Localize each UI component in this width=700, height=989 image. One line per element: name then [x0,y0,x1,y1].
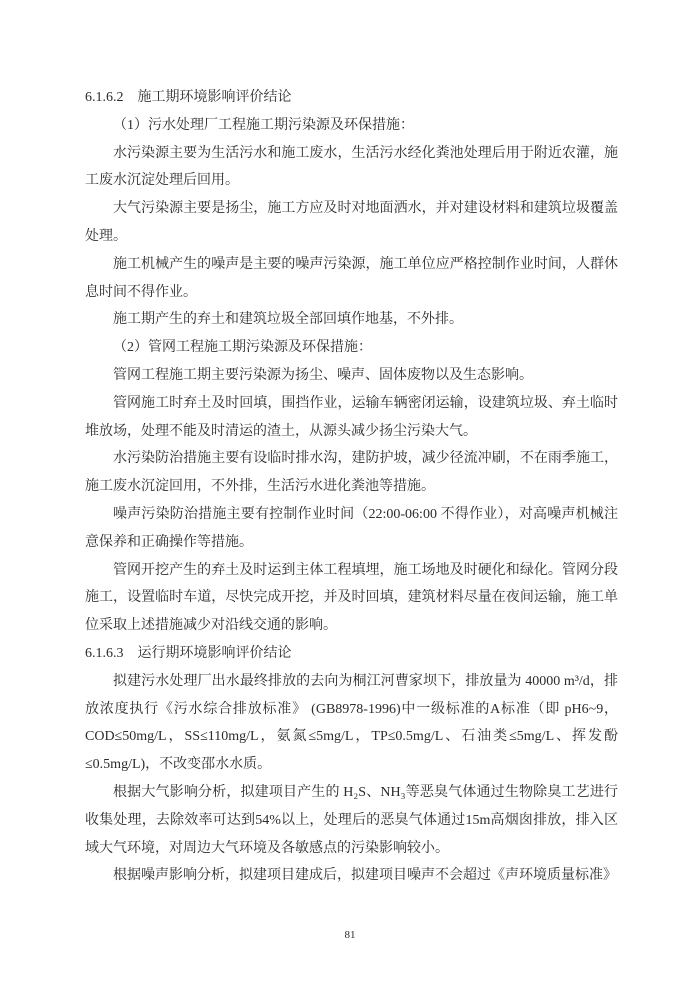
paragraph-discharge-standard: 拟建污水处理厂出水最终排放的去向为桐江河曹家坝下，排放量为 40000 m³/d，排放浓度执行《污水综合排放标准》 (GB8978-1996)中一级标准的A标准（即 pH6~9，COD≤50mg/L，SS≤110mg/L，氨氮≤5mg/L，TP≤0.5mg/L、石油类≤5mg/L、挥发酚≤0.5mg/L)，不改变邵水水质。 [85,673,618,773]
list-item-2: （2）管网工程施工期污染源及环保措施： [113,340,372,356]
paragraph-water-control-measures: 水污染防治措施主要有设临时排水沟，建防护坡，减少径流冲刷，不在雨季施工，施工废水沉淀回用，不外排，生活污水进化粪池等措施。 [85,451,618,495]
list-item-1: （1）污水处理厂工程施工期污染源及环保措施： [113,117,414,133]
paragraph-noise-control-measures: 噪声污染防治措施主要有控制作业时间（22:00-06:00 不得作业），对高噪声机械注意保养和正确操作等措施。 [85,506,618,550]
paragraph-solid-waste: 施工期产生的弃土和建筑垃圾全部回填作地基，不外排。 [113,312,463,328]
paragraph-odor-gas-treatment: 根据大气影响分析，拟建项目产生的 H₂S、NH₃等恶臭气体通过生物除臭工艺进行收集处理，去除效率可达到54%以上，处理后的恶臭气体通过15m高烟囱排放，排入区域大气环境，对周边大气环境及各敏感点的污染影响较小。 [85,784,618,856]
paragraph-excavation-measures: 管网开挖产生的弃土及时运到主体工程填埋，施工场地及时硬化和绿化。管网分段施工，设置临时车道，尽快完成开挖，并及时回填，建筑材料尽量在夜间运输，施工单位采取上述措施减少对沿线交通的影响。 [85,562,618,634]
paragraph-air-pollution-source: 大气污染源主要是扬尘，施工方应及时对地面洒水，并对建设材料和建筑垃圾覆盖处理。 [85,201,618,244]
page-footer [0,928,700,942]
paragraph-water-pollution-source: 水污染源主要为生活污水和施工废水，生活污水经化粪池处理后用于附近农灌，施工废水沉淀处理后回用。 [85,145,618,189]
section-heading-6-1-6-3: 6.1.6.3 运行期环境影响评价结论 [85,645,292,661]
paragraph-noise-impact: 根据噪声影响分析，拟建项目建成后，拟建项目噪声不会超过《声环境质量标准》 [113,868,617,884]
paragraph-noise-source: 施工机械产生的噪声是主要的噪声污染源，施工单位应严格控制作业时间，人群休息时间不得作业。 [85,256,618,300]
paragraph-pipeline-sources: 管网工程施工期主要污染源为扬尘、噪声、固体废物以及生态影响。 [113,367,533,383]
document-body [85,84,618,890]
section-heading-6-1-6-2: 6.1.6.2 施工期环境影响评价结论 [85,90,292,105]
page-number: 81 [344,929,356,941]
paragraph-pipeline-dust-control: 管网施工时弃土及时回填，围挡作业，运输车辆密闭运输，设建筑垃圾、弃土临时堆放场，处理不能及时清运的渣土，从源头减少扬尘污染大气。 [85,395,618,439]
